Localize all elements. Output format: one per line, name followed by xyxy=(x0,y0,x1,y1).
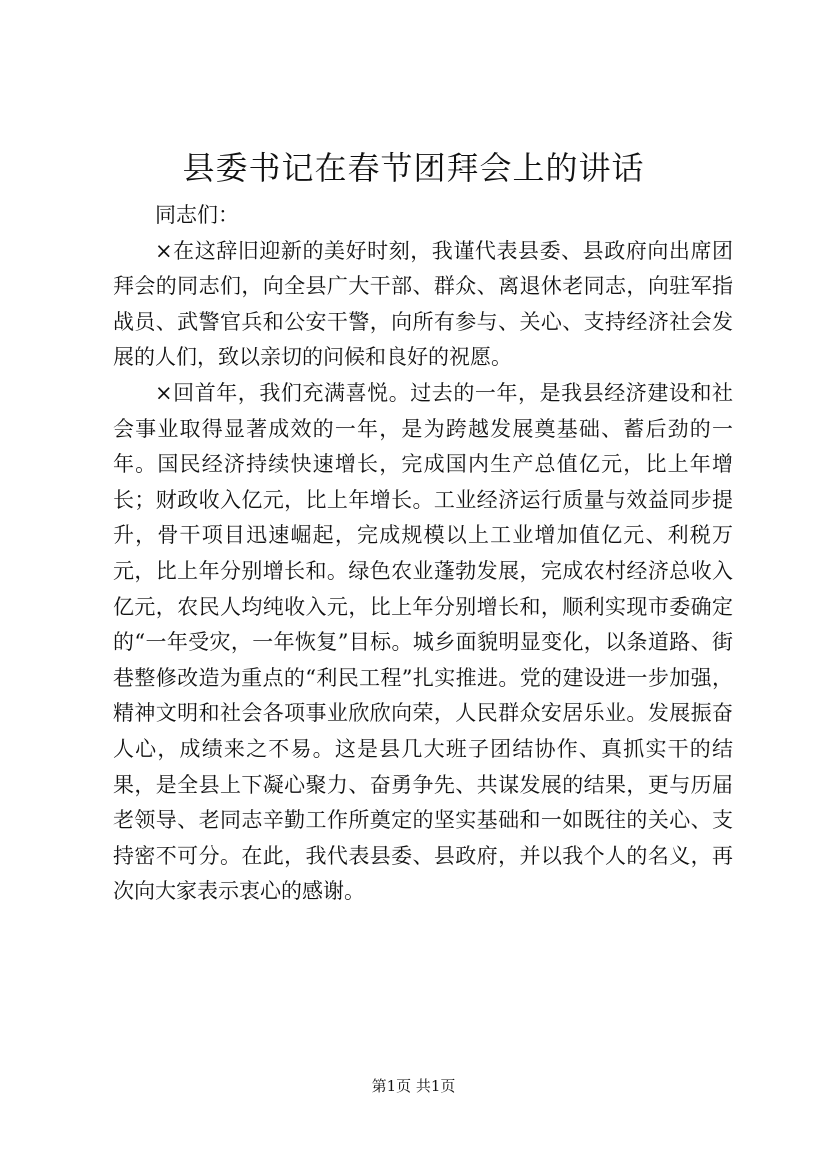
salutation: 同志们： xyxy=(155,203,239,227)
page-number-footer: 第1页 共1页 xyxy=(371,1077,456,1095)
paragraph-review: ×回首年，我们充满喜悦。过去的一年，是我县经济建设和社会事业取得显著成效的一年，是为跨越发展奠基础、蓄后劲的一年。国民经济持续快速增长，完成国内生产总值亿元，比上年增长；财政收入亿元，比上年增长。工业经济运行质量与效益同步提升，骨干项目迅速崛起，完成规模以上工业增加值亿元、利税万元，比上年分别增长和。绿色农业蓬勃发展，完成农村经济总收入亿元，农民人均纯收入元，比上年分别增长和，顺利实现市委确定的“一年受灾，一年恢复”目标。城乡面貌明显变化，以条道路、街巷整修改造为重点的“利民工程”扎实推进。党的建设进一步加强，精神文明和社会各项事业欣欣向荣，人民群众安居乐业。发展振奋人心，成绩来之不易。这是县几大班子团结协作、真抓实干的结果，是全县上下凝心聚力、奋勇争先、共谋发展的结果，更与历届老领导、老同志辛勤工作所奠定的坚实基础和一如既往的关心、支持密不可分。在此，我代表县委、县政府，并以我个人的名义，再次向大家表示衷心的感谢。 xyxy=(113,380,733,904)
document-title: 县委书记在春节团拜会上的讲话 xyxy=(182,149,645,187)
document-body xyxy=(113,198,733,910)
paragraph-greeting: ×在这辞旧迎新的美好时刻，我谨代表县委、县政府向出席团拜会的同志们，向全县广大干部、群众、离退休老同志，向驻军指战员、武警官兵和公安干警，向所有参与、关心、支持经济社会发展的人们，致以亲切的问候和良好的祝愿。 xyxy=(113,238,733,370)
